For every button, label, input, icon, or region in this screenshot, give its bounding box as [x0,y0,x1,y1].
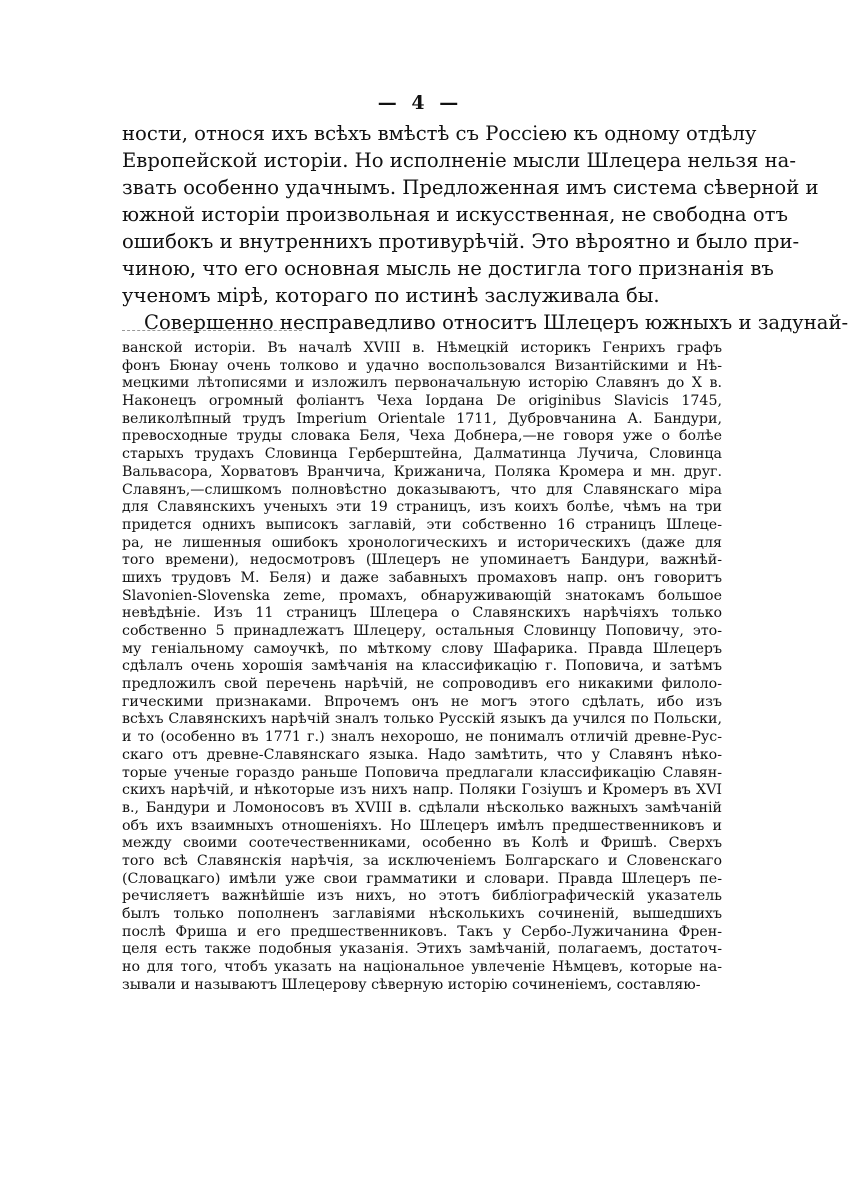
footnote [122,340,722,994]
footnote-line: скихъ нарѣчiй, и нѣкоторые изъ нихъ напр. Поляки Гозiушъ и Кромеръ въ XVI [122,782,722,799]
footnote-line: всѣхъ Славянскихъ нарѣчiй зналъ только Русскiй языкъ да учился по Польски, [122,711,722,728]
footnote-line: превосходные труды словака Беля, Чеха Добнера,—не говоря уже о болѣе [122,428,722,445]
footnote-line: собственно 5 принадлежатъ Шлецеру, остальныя Словинцу Поповичу, это- [122,623,722,639]
main-text-line: чиною, что его основная мысль не достигла того признанiя въ [122,257,774,280]
footnote-line: того времени), недосмотровъ (Шлецеръ не упоминаетъ Бандури, важнѣй- [122,552,722,569]
footnote-line: былъ только пополненъ заглавiями нѣсколькихъ сочиненiй, вышедшихъ [122,906,722,922]
footnote-line: фонъ Бюнау очень толково и удачно воспользовался Византiйскими и Нѣ- [122,357,722,374]
footnote-line: того всѣ Славянскiя нарѣчiя, за исключенiемъ Болгарскаго и Словенскаго [122,852,722,869]
footnote-line: мецкими лѣтописями и изложилъ первоначальную исторiю Славянъ до X в. [122,375,722,392]
footnote-line: для Славянскихъ ученыхъ эти 19 страницъ, изъ коихъ болѣе, чѣмъ на три [122,499,722,516]
footnote-line: Вальвасора, Хорватовъ Вранчича, Крижанича, Поляка Кромера и мн. друг. [122,463,722,480]
main-text-line: ности, относя ихъ всѣхъ вмѣстѣ съ Россiею къ одному отдѣлу [122,122,757,145]
footnote-line: шихъ трудовъ М. Беля) и даже забавныхъ промаховъ напр. онъ говоритъ [122,569,722,586]
footnote-line: послѣ Фриша и его предшественниковъ. Такъ у Сербо-Лужичанина Френ- [122,923,722,940]
main-text [122,120,848,336]
footnote-line: великолѣпный трудъ Imperium Orientale 1711, Дубровчанина А. Бандури, [122,410,722,427]
footnote-line: торые ученые гораздо раньше Поповича предлагали классификацiю Славян- [122,764,722,781]
footnote-separator [122,330,302,331]
footnote-line: в., Бандури и Ломоносовъ въ XVIII в. сдѣлали нѣсколько важныхъ замѣчанiй [122,799,722,816]
footnote-line: (Словацкаго) имѣли уже свои грамматики и словари. Правда Шлецеръ пе- [122,870,722,887]
footnote-line: и то (особенно въ 1771 г.) зналъ нехорошо, не понималъ отличiй древне-Рус- [122,729,722,746]
footnote-line: Славянъ,—слишкомъ полновѣстно доказываютъ, что для Славянскаго мiра [122,481,722,498]
main-text-line: южной исторiи произвольная и искусственная, не свободна отъ [122,203,788,226]
footnote-line: речисляетъ важнѣйшiе изъ нихъ, но этотъ библiографическiй указатель [122,888,722,905]
footnote-line: невѣдѣнiе. Изъ 11 страницъ Шлецера о Славянскихъ нарѣчiяхъ только [122,605,722,622]
main-text-line: ученомъ мiрѣ, котораго по истинѣ заслуживала бы. [122,284,660,307]
footnote-line: му генiальному самоучкѣ, по мѣткому слову Шафарика. Правда Шлецеръ [122,640,722,657]
footnote-line: Наконецъ огромный фолiантъ Чеха Iордана De originibus Slavicis 1745, [122,393,722,410]
paragraph-start: Совершенно несправедливо относитъ Шлецеръ южныхъ и задунай- [144,311,848,334]
footnote-line: гическими признаками. Впрочемъ онъ не могъ этого сдѣлать, ибо изъ [122,693,722,710]
main-text-line: ошибокъ и внутреннихъ противурѣчiй. Это вѣроятно и было при- [122,230,800,253]
footnote-line: ра, не лишенныя ошибокъ хронологическихъ и историческихъ (даже для [122,534,722,551]
footnote-line: старыхъ трудахъ Словинца Герберштейна, Далматинца Лучича, Словинца [122,446,722,463]
page-number: — 4 — [377,92,463,114]
footnote-line: ванской исторiи. Въ началѣ XVIII в. Нѣмецкiй историкъ Генрихъ графъ [122,340,722,356]
footnote-line: зывали и называютъ Шлецерову сѣверную исторiю сочиненiемъ, составляю- [122,976,701,993]
footnote-line: придется однихъ выписокъ заглавiй, эти собственно 16 страницъ Шлеце- [122,516,722,533]
footnote-line: объ ихъ взаимныхъ отношенiяхъ. Но Шлецеръ имѣлъ предшественниковъ и [122,817,722,834]
main-text-line: Европейской исторiи. Но исполненiе мысли Шлецера нельзя на- [122,149,796,172]
footnote-line: предложилъ свой перечень нарѣчiй, не сопроводивъ его никакими филоло- [122,676,722,693]
footnote-line: скаго отъ древне-Славянскаго языка. Надо замѣтить, что у Славянъ нѣко- [122,746,722,763]
footnote-line: сдѣлалъ очень хорошiя замѣчанiя на классификацiю г. Поповича, и затѣмъ [122,658,722,675]
main-text-line: звать особенно удачнымъ. Предложенная имъ система сѣверной и [122,176,819,199]
footnote-line: но для того, чтобъ указать на нацiональное увлеченiе Нѣмцевъ, которые на- [122,959,722,976]
footnote-line: между своими соотечественниками, особенно въ Колѣ и Фришѣ. Сверхъ [122,835,722,852]
footnote-line: Slavonien-Slovenska zeme, промахъ, обнаруживающiй знатокамъ большое [122,587,722,604]
footnote-line: целя есть также подобныя указанiя. Этихъ замѣчанiй, полагаемъ, достаточ- [122,941,722,958]
